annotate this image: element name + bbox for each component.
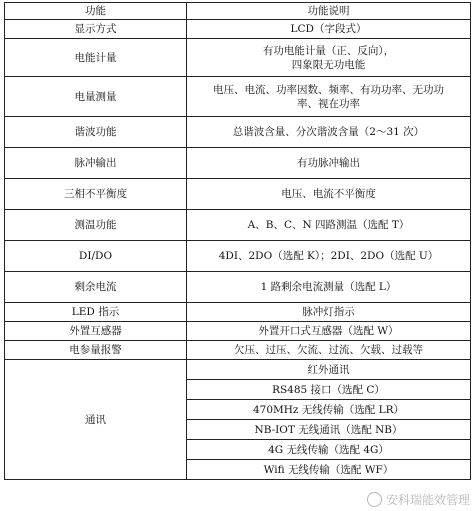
comm-item: RS485 接口（选配 C） <box>187 380 471 400</box>
row-label: 脉冲输出 <box>5 148 187 179</box>
desc-line: 有功电能计量（正、反向）， <box>262 44 395 57</box>
row-label: 电量测量 <box>5 77 187 117</box>
row-label: 测温功能 <box>5 210 187 241</box>
table-header-row <box>5 3 471 20</box>
table-row <box>5 39 471 77</box>
header-description: 功能说明 <box>187 3 471 20</box>
desc-line: 电压、电流、功率因数、频率、有功功率、无功功 <box>213 83 444 96</box>
table-row <box>5 20 471 39</box>
watermark <box>367 491 470 508</box>
row-description: 总谐波含量、分次谐波含量（2～31 次） <box>187 117 471 148</box>
row-description: 欠压、过压、欠流、过流、欠载、过载等 <box>187 341 471 360</box>
row-label: 电能计量 <box>5 39 187 77</box>
row-description: 脉冲灯指示 <box>187 303 471 322</box>
spec-table-container <box>4 2 471 480</box>
table-row <box>5 179 471 210</box>
table-row <box>5 303 471 322</box>
comm-item: 4G 无线传输（选配 4G） <box>187 440 471 460</box>
watermark-text: 安科瑞能效管理 <box>385 493 470 507</box>
desc-line: 率、视在功率 <box>297 97 360 110</box>
row-label: 谐波功能 <box>5 117 187 148</box>
row-label: LED 指示 <box>5 303 187 322</box>
comm-row <box>5 360 471 380</box>
row-description <box>187 77 471 117</box>
table-row <box>5 341 471 360</box>
desc-line: 四象限无功电能 <box>291 58 366 71</box>
table-row <box>5 117 471 148</box>
table-row <box>5 272 471 303</box>
row-description: 4DI、2DO（选配 K）；2DI、2DO（选配 U） <box>187 241 471 272</box>
table-row <box>5 210 471 241</box>
table-row <box>5 241 471 272</box>
header-function: 功能 <box>5 3 187 20</box>
row-description: 外置开口式互感器（选配 W） <box>187 322 471 341</box>
table-row <box>5 77 471 117</box>
table-row <box>5 322 471 341</box>
row-description: 有功脉冲输出 <box>187 148 471 179</box>
row-description: LCD（字段式） <box>187 20 471 39</box>
row-description: 1 路剩余电流测量（选配 L） <box>187 272 471 303</box>
comm-item: Wifi 无线传输（选配 WF） <box>187 460 471 480</box>
function-spec-table <box>4 2 471 480</box>
row-label: 显示方式 <box>5 20 187 39</box>
row-label: 外置互感器 <box>5 322 187 341</box>
row-label: 剩余电流 <box>5 272 187 303</box>
row-label: DI/DO <box>5 241 187 272</box>
comm-label: 通讯 <box>5 360 187 480</box>
row-description: 电压、电流不平衡度 <box>187 179 471 210</box>
row-description <box>187 39 471 77</box>
table-row <box>5 148 471 179</box>
comm-item: NB-IOT 无线通讯（选配 NB） <box>187 420 471 440</box>
wechat-logo-icon <box>367 492 382 507</box>
row-label: 电参量报警 <box>5 341 187 360</box>
row-description: A、B、C、N 四路测温（选配 T） <box>187 210 471 241</box>
comm-item: 470MHz 无线传输（选配 LR） <box>187 400 471 420</box>
comm-item: 红外通讯 <box>187 360 471 380</box>
row-label: 三相不平衡度 <box>5 179 187 210</box>
